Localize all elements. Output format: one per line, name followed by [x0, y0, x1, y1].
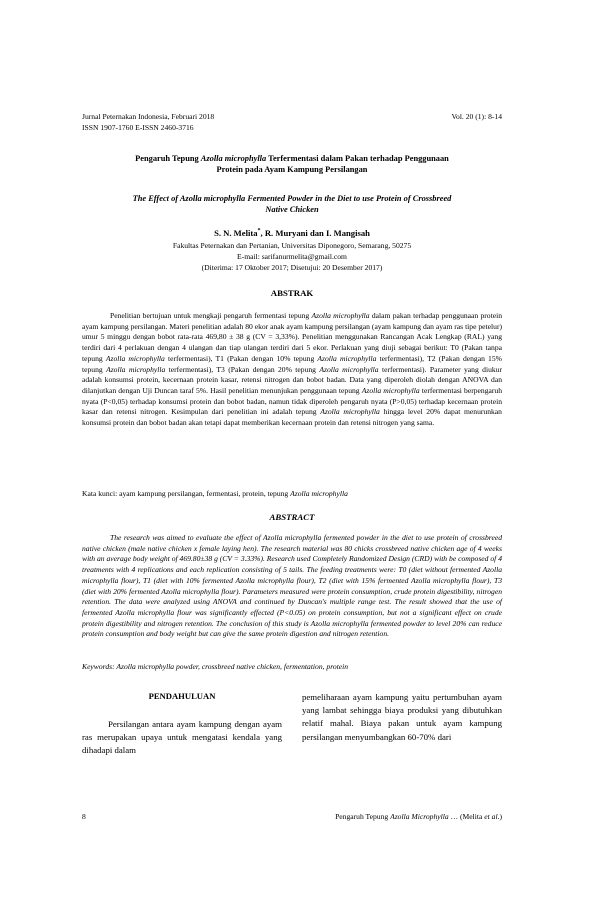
running-footer: Pengaruh Tepung Azolla Microphylla … (Melita et al.)	[335, 812, 502, 821]
keywords-indonesian: Kata kunci: ayam kampung persilangan, fermentasi, protein, tepung Azolla microphylla	[82, 489, 348, 498]
title-indonesian: Pengaruh Tepung Azolla microphylla Terfermentasi dalam Pakan terhadap Penggunaan Protein pada Ayam Kampung Persilangan	[135, 154, 449, 174]
abstract-body: The research was aimed to evaluate the effect of Azolla microphylla fermented powder in the diet to use protein of crossbreed native chicken (male native chicken x female laying hen). The research material was 80 chicks crossbreed native chicken age of 4 weeks with an average body weight of 469.80±38 g (CV = 3.33%). Research used Completely Randomized Design (CRD) with be composed of 4 treatments with 4 replications and each replication consisting of 5 tails. The feeding treatments were: T0 (diet without fermented Azolla microphylla flour), T1 (diet with 10% fermented Azolla microphylla flour), T2 (diet with 15% fermented Azolla microphylla flour), T3 (diet with 20% fermented Azolla microphylla flour). Parameters measured were protein consumption, crude protein digestibility, nitrogen retention. The data were analyzed using ANOVA and continued by Duncan's multiple range test. The result showed that the use of fermented Azolla microphylla flour was significantly effected (P<0.05) on protein consumption, but not a significant effect on crude protein digestibility and nitrogen retention. The conclusion of this study is Azolla microphylla fermented powder to level 20% can reduce protein consumption and body weight but can give the same protein digestion and nitrogen retention.	[82, 533, 502, 639]
introduction-left-column: Persilangan antara ayam kampung dengan ayam ras merupakan upaya untuk mengatasi kendala yang dihadapi dalam	[82, 719, 282, 756]
authors: S. N. Melita*, R. Muryani dan I. Mangisah	[214, 228, 370, 238]
journal-name: Jurnal Peternakan Indonesia, Februari 2018	[82, 112, 215, 121]
abstract-heading: ABSTRACT	[269, 512, 315, 522]
issn: ISSN 1907-1760 E-ISSN 2460-3716	[82, 123, 194, 132]
introduction-heading: PENDAHULUAN	[148, 691, 216, 701]
introduction-right-column: pemeliharaan ayam kampung yaitu pertumbuhan ayam yang lambat sehingga biaya produksi yang dibutuhkan relatif mahal. Biaya pakan untuk ayam kampung persilangan menyumbangkan 60-70% dari	[302, 692, 502, 742]
abstrak-heading: ABSTRAK	[270, 288, 314, 298]
abstrak-body: Penelitian bertujuan untuk mengkaji pengaruh fermentasi tepung Azolla microphylla dalam pakan terhadap penggunaan protein ayam kampung persilangan. Materi penelitian adalah 80 ekor anak ayam kampung persilangan (ayam kampung dan ayam ras tipe petelur) umur 5 minggu dengan bobot rata-rata 469,80 ± 38 g (CV = 3,33%). Penelitian menggunakan Rancangan Acak Lengkap (RAL) yang terdiri dari 4 perlakuan dengan 4 ulangan dan tiap ulangan terdiri dari 5 ekor. Perlakuan yang diuji sebagai berikut: T0 (Pakan tanpa tepung Azolla microphylla terfermentasi), T1 (Pakan dengan 10% tepung Azolla microphylla terfermentasi), T2 (Pakan dengan 15% tepung Azolla microphylla terfermentasi), T3 (Pakan dengan 20% tepung Azolla microphylla terfermentasi). Parameter yang diukur adalah konsumsi protein, kecernaan protein kasar, retensi nitrogen dan bobot badan. Data yang diperoleh diolah dengan ANOVA dan dilanjutkan dengan Uji Duncan taraf 5%. Hasil penelitian menunjukan penggunaan tepung Azolla microphylla terfermentasi berpengaruh nyata (P<0,05) terhadap konsumsi protein dan bobot badan, namun tidak diperoleh pengaruh nyata (P>0,05) terhadap kecernaan protein kasar dan retensi nitrogen. Kesimpulan dari penelitian ini adalah tepung Azolla microphylla hingga level 20% dapat menurunkan konsumsi protein dan bobot badan akan tetapi dapat memberikan kecernaan protein dan retensi nitrogen yang sama.	[82, 311, 502, 428]
affiliation: Fakultas Peternakan dan Pertanian, Universitas Diponegoro, Semarang, 50275	[172, 241, 412, 250]
title-english: The Effect of Azolla microphylla Fermented Powder in the Diet to use Protein of Crossbreed Native Chicken	[132, 194, 452, 214]
email: E-mail: sarifanurmelita@gmail.com	[237, 252, 347, 261]
keywords-english: Keywords: Azolla microphylla powder, crossbreed native chicken, fermentation, protein	[82, 662, 349, 671]
page-number: 8	[82, 812, 86, 821]
submission-dates: (Diterima: 17 Oktober 2017; Disetujui: 20 Desember 2017)	[201, 263, 383, 272]
volume-info: Vol. 20 (1): 8-14	[451, 112, 502, 121]
